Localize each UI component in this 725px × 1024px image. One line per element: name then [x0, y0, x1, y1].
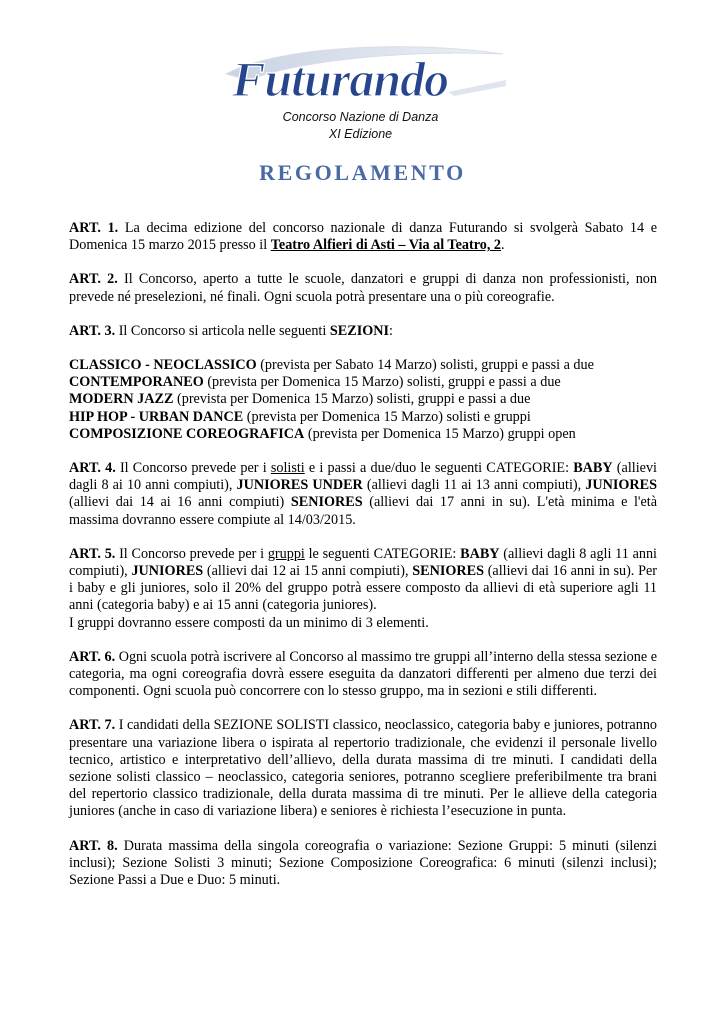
- section-detail: (prevista per Domenica 15 Marzo) solisti e gruppi: [243, 408, 531, 425]
- article-3: [69, 323, 657, 340]
- underlined-term: solisti: [270, 460, 305, 477]
- sections-label: SEZIONI: [329, 322, 390, 339]
- section-name: COMPOSIZIONE COREOGRAFICA: [69, 425, 305, 442]
- futurando-logo: [218, 40, 508, 112]
- category-seniores: SENIORES: [290, 494, 363, 511]
- article-number: ART. 3.: [69, 322, 116, 339]
- article-text: Il Concorso prevede per i: [115, 460, 271, 477]
- article-4: [69, 460, 657, 529]
- section-name: HIP HOP - URBAN DANCE: [69, 408, 244, 425]
- article-text: Il Concorso prevede per i: [115, 545, 268, 562]
- article-7: [69, 717, 657, 820]
- underlined-term: gruppi: [267, 545, 305, 562]
- category-juniores-under: JUNIORES UNDER: [236, 477, 363, 494]
- article-text: (allievi dai 12 ai 15 anni compiuti),: [203, 563, 413, 580]
- article-text: :: [389, 322, 393, 339]
- article-text: (allievi dagli 8 ai 10 anni compiuti),: [69, 460, 657, 494]
- article-text: (allievi dai 17 anni in su). L'età minima e l'età massima dovranno essere compiute al 14/03/2015.: [69, 494, 658, 528]
- article-number: ART. 2.: [69, 271, 118, 288]
- section-item: [69, 357, 657, 374]
- section-name: CONTEMPORANEO: [69, 374, 204, 391]
- article-text: Ogni scuola potrà iscrivere al Concorso al massimo tre gruppi all’interno della stessa sezione e categoria, ma ogni coreografia dovrà essere eseguita da danzatori differenti per almeno due terzi dei componenti. Ogni scuola può concorrere con lo stesso gruppo, ma in sezioni e stili differenti.: [69, 648, 657, 700]
- venue-text: [271, 237, 501, 253]
- article-number: ART. 1.: [69, 220, 119, 236]
- category-juniores: JUNIORES: [585, 477, 658, 494]
- edition-label: XI Edizione: [328, 127, 393, 141]
- article-text: (allievi dai 14 ai 16 anni compiuti): [69, 494, 291, 511]
- article-number: ART. 8.: [69, 837, 118, 854]
- article-text: I candidati della SEZIONE SOLISTI classico, neoclassico, categoria baby e juniores, potranno presentare una variazione libera o ispirata al repertorio tradizionale, che evidenzi il personale livello tecnico, artistico e interpretativo dell’allievo, della durata massima di tre minuti. I candidati della sezione solisti classico – neoclassico, categoria seniores, potranno scegliere preferibilmente tra brani del repertorio classico tradizionale, della durata massima di tre minuti. Per le allieve della categoria juniores (anche in caso di variazione libera) e seniores è richiesta l’esecuzione in punta.: [69, 717, 658, 820]
- article-text: La decima edizione del concorso nazionale di danza Futurando si svolgerà Sabato 14 e Domenica 15 marzo 2015 presso il: [69, 220, 658, 254]
- section-item: [69, 391, 657, 408]
- article-text: Il Concorso, aperto a tutte le scuole, danzatori e gruppi di danza non professionisti, non prevede né preselezioni, né finali. Ogni scuola potrà presentare una o più coreografie.: [69, 271, 657, 305]
- category-seniores: SENIORES: [412, 563, 484, 580]
- article-text: e i passi a due/duo le seguenti CATEGORIE:: [304, 460, 574, 477]
- article-1: [69, 220, 657, 254]
- article-text: (allievi dagli 8 agli 11 anni compiuti),: [69, 545, 657, 580]
- article-text: le seguenti CATEGORIE:: [304, 545, 461, 562]
- section-name: MODERN JAZZ: [69, 391, 174, 408]
- section-detail: (prevista per Domenica 15 Marzo) solisti, gruppi e passi a due: [203, 374, 561, 391]
- article-number: ART. 6.: [69, 648, 116, 665]
- article-number: ART. 4.: [69, 460, 116, 477]
- section-name: CLASSICO - NEOCLASSICO: [69, 357, 257, 374]
- article-text: Il Concorso si articola nelle seguenti: [115, 322, 330, 339]
- category-baby: BABY: [573, 460, 613, 477]
- section-detail: (prevista per Domenica 15 Marzo) gruppi open: [304, 425, 576, 442]
- logo-streak-shape: [448, 80, 506, 96]
- category-juniores: JUNIORES: [131, 563, 204, 580]
- article-number: ART. 7.: [69, 717, 116, 734]
- section-detail: (prevista per Sabato 14 Marzo) solisti, gruppi e passi a due: [256, 357, 594, 374]
- article-6: [69, 649, 657, 701]
- article-5: [69, 546, 657, 632]
- sections-list: [69, 357, 657, 443]
- contest-subtitle: Concorso Nazione di Danza: [282, 110, 439, 124]
- page-title: REGOLAMENTO: [259, 160, 466, 185]
- article-2: [69, 271, 657, 305]
- article-text: (allievi dagli 11 ai 13 anni compiuti),: [362, 477, 586, 494]
- article-text: I gruppi dovranno essere composti da un minimo di 3 elementi.: [69, 614, 429, 631]
- category-baby: BABY: [460, 545, 500, 562]
- section-item: [69, 426, 657, 443]
- section-item: [69, 409, 657, 426]
- article-number: ART. 5.: [69, 545, 116, 562]
- section-detail: (prevista per Domenica 15 Marzo) solisti, gruppi e passi a due: [173, 391, 531, 408]
- regulation-body: [69, 220, 657, 906]
- article-text: .: [501, 237, 505, 254]
- article-text: Durata massima della singola coreografia o variazione: Sezione Gruppi: 5 minuti (silenzi inclusi); Sezione Solisti 3 minuti; Sezione Composizione Coreografica: 6 minuti (silenzi inclusi); Sezione Passi a Due e Duo: 5 minuti.: [69, 837, 658, 889]
- logo-wordmark: Futurando: [232, 51, 449, 107]
- article-8: [69, 838, 657, 890]
- section-item: [69, 374, 657, 391]
- article-text: (allievi dai 16 anni in su). Per i baby e gli juniores, solo il 20% del gruppo potrà essere composto da allievi di età superiore agli 11 anni (categoria baby) e ai 15 anni (categoria juniores).: [69, 563, 657, 614]
- venue-underline: Teatro Alfieri di Asti – Via al Teatro, 2: [270, 237, 502, 254]
